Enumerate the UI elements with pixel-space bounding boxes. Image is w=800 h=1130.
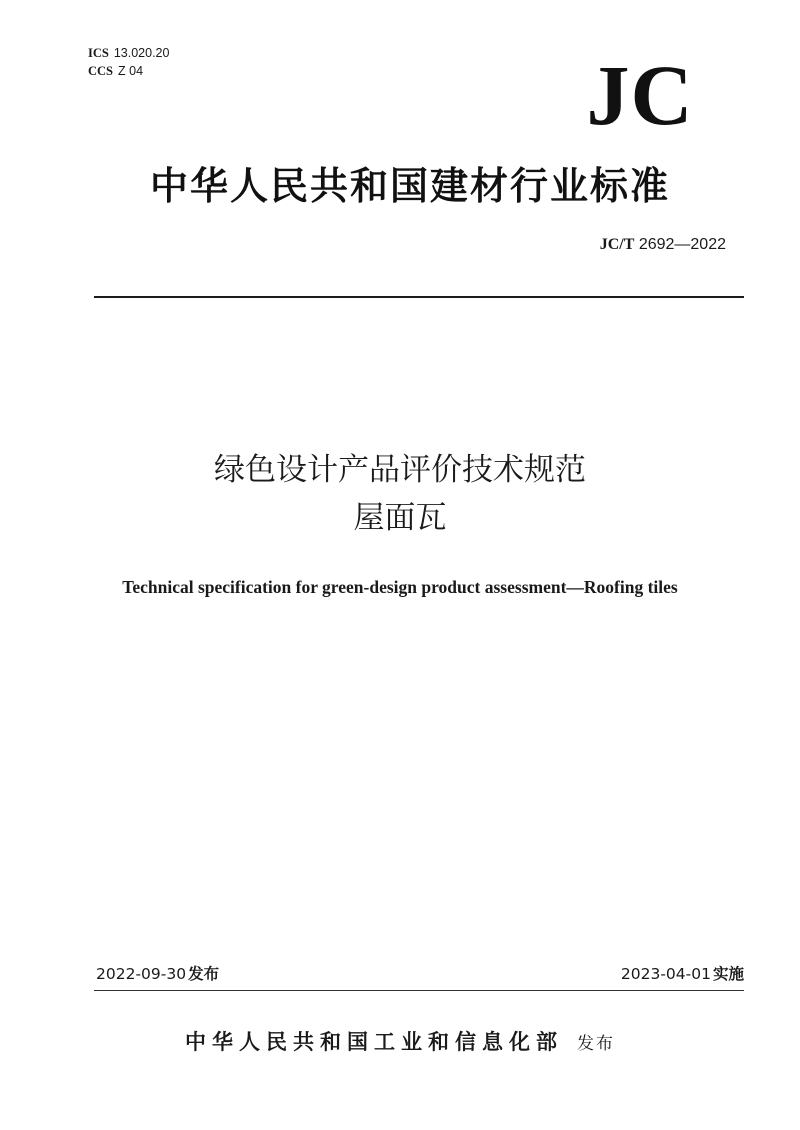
ccs-value: Z 04 — [118, 64, 144, 78]
ccs-label: CCS — [88, 64, 114, 78]
subtitle-chinese: 屋面瓦 — [353, 500, 447, 536]
standard-number-value: 2692—2022 — [638, 236, 726, 253]
title-chinese: 绿色设计产品评价技术规范 — [214, 452, 586, 488]
ics-label: ICS — [88, 46, 109, 60]
ics-value: 13.020.20 — [113, 46, 170, 60]
issue-date — [96, 962, 219, 986]
bottom-divider — [94, 990, 744, 991]
publisher-org: 中华人民共和国工业和信息化部 — [185, 1030, 563, 1054]
implementation-date-value: 2023-04-01 — [620, 965, 711, 983]
ics-code — [88, 44, 169, 62]
ccs-code — [88, 62, 169, 80]
title-english: Technical specification for green-design product assessment—Roofing tiles — [122, 577, 678, 597]
standard-number-prefix: JC/T — [599, 236, 635, 253]
standard-category-title: 中华人民共和国建材行业标准 — [149, 164, 670, 208]
issue-date-value: 2022-09-30 — [96, 965, 187, 983]
publisher-verb: 发布 — [577, 1034, 615, 1054]
jc-logo: JC — [586, 47, 694, 143]
publisher — [0, 1026, 800, 1060]
issue-date-suffix: 发布 — [188, 965, 220, 983]
top-divider — [94, 296, 744, 298]
implementation-date — [621, 962, 744, 986]
classification-codes — [88, 44, 169, 80]
implementation-date-suffix: 实施 — [712, 965, 744, 983]
standard-number — [600, 235, 726, 255]
